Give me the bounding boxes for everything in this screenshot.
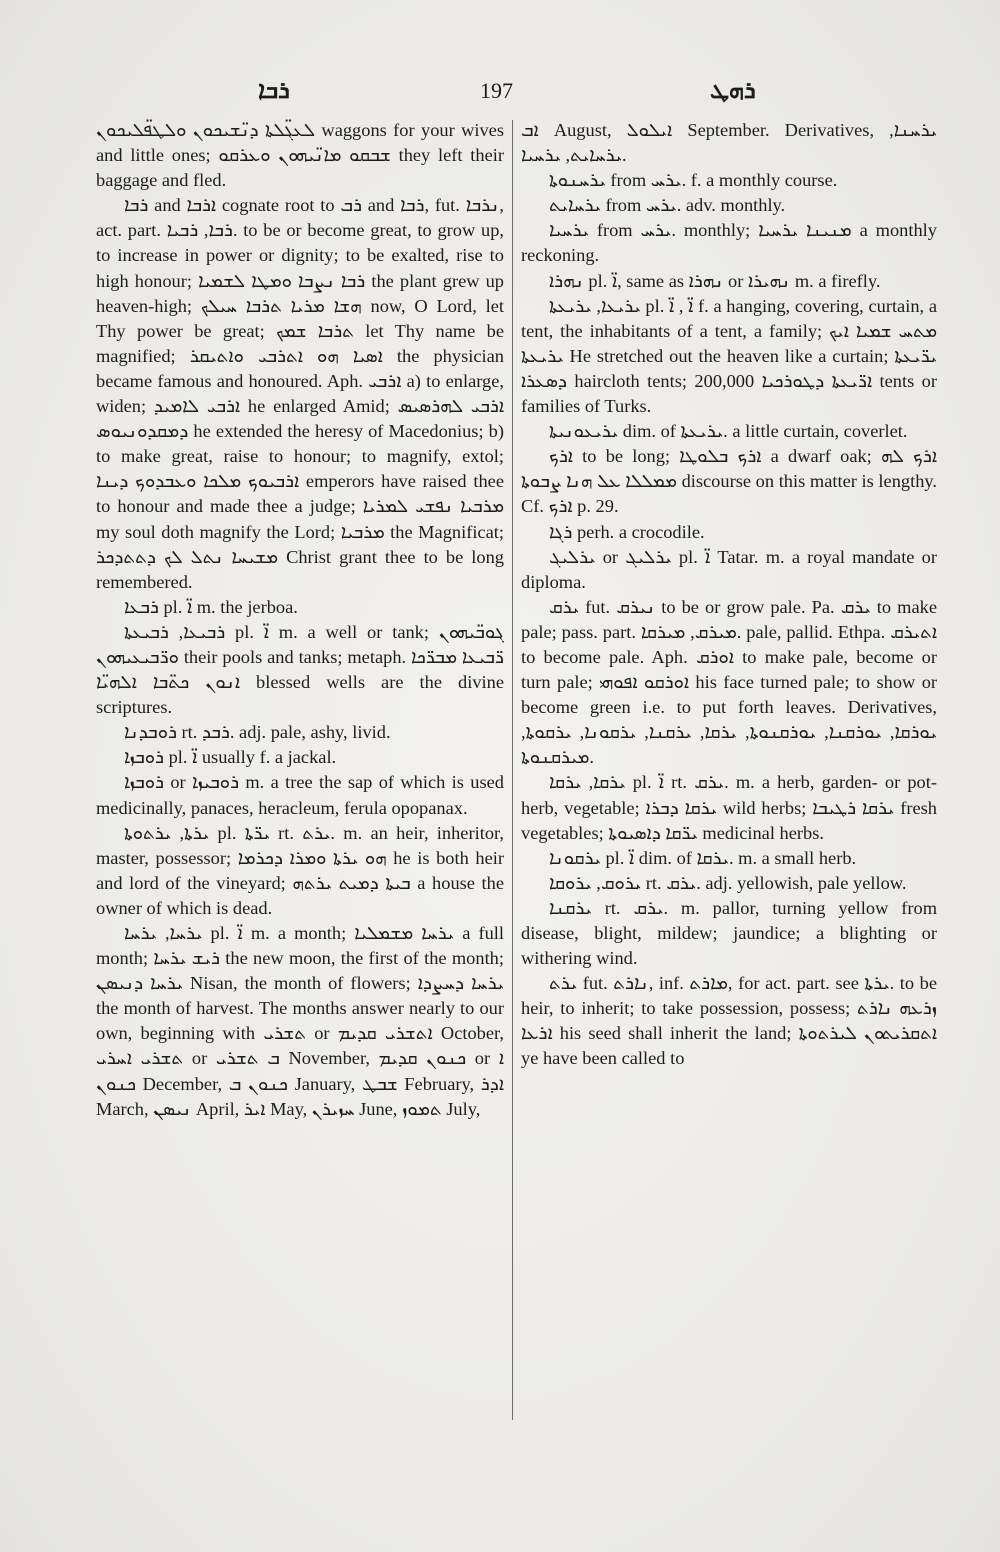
entry: ܪܘܒܙܐ pl. ܐ̈ usually f. a jackal. [124,747,337,768]
entry: ܝܪܚܢܘܬܐ from ܝܪܚ. f. a monthly course. [549,170,838,191]
entry: ܝܪܘܩ, ܝܪܘܩܐ rt. ܝܪܩ. adj. yellowish, pale yellow. [549,872,907,893]
column-divider [512,120,513,1420]
entry: ܠܥܓ̈ܠܬܐ ܕܢ̈ܫܝܟܘܢ ܘܠܛܦ̈ܠܝܟܘܢ waggons for your wives and little ones; ܫܒܩܘ ܡܐܢ̈ܝܗܘܢ ܘܥܪܩܘ they left their baggage and fled. [96,120,504,191]
page-number: 197 [480,78,513,103]
entry: ܝܪܚܐܝܬ from ܝܪܚ. adv. monthly. [549,195,786,216]
entry: ܝܪܠܝܓ or ܝܪܠܝܓ pl. ܐ̈ Tatar. m. a royal mandate or diploma. [521,546,937,592]
entry: ܪܒܥܐ pl. ܐ̈ m. the jerboa. [124,596,298,617]
entry: ܪܒܝܥܐ, ܪܒܝܥܬܐ pl. ܐ̈ m. a well or tank; ܓܘܒ̈ܝܗܘܢ ܘܪ̈ܒܝܥܝܗܘܢ their pools and tanks; metaph. ܪ̈ܒܝܥܐ ܡܒܪ̈ܟܐ ܐܢܘܢ ܟܬ̈ܒܐ ܐܠܗܝ̈ܐ blessed wells are the divine scriptures. [96,621,504,718]
entry: ܝܪܬܐ, ܝܪܬܘܬܐ pl. ܝܪ̈ܬܐ rt. ܝܪܬ. m. an heir, inheritor, master, possessor; ܗܘ ܝܪܬܐ ܘܡܪܐ ܕܟܪܡܐ he is both heir and lord of the vineyard; ܒܝܬܐ ܕܡܝܬ ܝܪܬܗ a house the owner of which is dead. [96,822,505,918]
entry: ܝܪܚܝܐ from ܝܪܚ. monthly; ܡܢܝܢܐ ܝܪܚܝܐ a monthly reckoning. [521,220,937,266]
entry: ܝܪܩܘܢܐ pl. ܐ̈ dim. of ܝܪܩܐ. m. a small herb. [549,847,857,868]
entry: ܝܪܩܐ, ܝܪܩܐ pl. ܐ̈ rt. ܝܪܩ. m. a herb, garden- or pot-herb, vegetable; ܝܪܩܐ ܕܒܪܐ wild herbs; ܝܪܩܐ ܪܛܝܒܐ fresh vegetables; ܝܪ̈ܩܐ ܕܐܣܝܘܬܐ medicinal herbs. [521,772,937,843]
right-column [521,118,937,1072]
running-header [0,78,1000,108]
entry: ܪܓܐ perh. a crocodile. [549,521,705,542]
entry: ܪܒܐ and ܐܪܒܐ cognate root to ܪܒ and ܪܒܐ, fut. ܢܪܒܐ, act. part. ܪܒܐ, ܪܒܝܐ. to be or become great, to grow up, to increase in power or dignity; to be exalted, rise to high honour; ܪܒܐ ܢܨܒܐ ܘܡܛܐ ܠܫܡܝܐ the plant grew up heaven-high; ܗܫܐ ܡܪܝܐ ܬܪܒܐ ܚܝܠܟ now, O Lord, let Thy power be great; ܬܪܒܐ ܫܡܟ let Thy name be magnified; ܐܣܝܐ ܗܘ ܐܬܪܒܝ ܘܐܬܝܩܪ the physician became famous and honoured. Aph. ܐܪܒܝ a) to enlarge, widen; ܐܪܒܝ ܠܐܡܝܕ he enlarged Amid; ܐܪܒܝ ܠܗܪܣܝܣ ܕܡܩܕܘܢܝܘܣ he extended the heresy of Macedonius; b) to make great, raise to honour; to magnify, extol; ܐܪܒܝܘܟ ܡܠܟܐ ܘܥܒܕܘܟ ܕܝܢܐ emperors have raised thee to honour and made thee a judge; ܡܪܒܝܐ ܢܦܫܝ ܠܡܪܝܐ my soul doth magnify the Lord; ܡܪܒܝܐ the Magnificat; ܡܫܝܚܐ ܢܬܠ ܠܟ ܕܬܬܕܟܪ Christ grant thee to be long remembered. [96,195,505,592]
right-headword: ܪܗܛ [710,78,756,104]
entry: ܝܪܝܥܐ, ܝܪܝܥܬܐ pl. ܐ̈ , ܐ̈ f. a hanging, covering, curtain, a tent, the inhabitants of a tent, a family; ܡܬܚ ܫܡܝܐ ܐܝܟ ܝܪܝܥܬܐ He stretched out the heaven like a curtain; ܝܪ̈ܝܥܬܐ ܕܣܥܪܐ haircloth tents; ܐܪ̈ܝܥܬܐ ܕܛܘܪܟܝܐ 200,000 tents or families of Turks. [521,295,937,417]
entry: ܢܗܪܐ pl. ܐ̈, same as ܢܗܪܐ or ܢܗܝܪܐ m. a firefly. [549,270,881,291]
entry: ܝܪܩܢܐ rt. ܝܪܩ. m. pallor, turning yellow from disease, blight, mildew; jaundice; a blighting or withering wind. [521,897,937,969]
entry: ܪܘܒܙܐ or ܪܘܒܝܙܐ m. a tree the sap of which is used medicinally, panaces, heracleum, ferula opopanax. [96,772,504,818]
entry: ܐܪܟ to be long; ܐܪܟ ܒܠܘܛܐ a dwarf oak; ܐܪܟ ܠܗ ܡܡܠܠܐ ܥܠ ܗܢܐ ܨܒܘܬܐ discourse on this matter is lengthy. Cf. ܐܪܟ p. 29. [521,446,938,517]
entry: ܐܒ August, ܐܝܠܘܠ September. Derivatives, ܝܪܚܢܐ, ܝܪܚܐܝܬ, ܝܪܚܝܐ. [521,120,938,166]
entry: ܝܪܬ fut. ܢܐܪܬ, inf. ܡܐܪܬ, for act. part. see ܝܪܬܐ. to be heir, to inherit; to take possession, possess; ܙܪܥܗ ܢܐܪܬ ܐܪܥܐ his seed shall inherit the land; ܐܬܩܪܝܬܘܢ ܠܝܪܬܘܬܐ ye have been called to [521,973,938,1069]
entry: ܝܪܩ fut. ܢܝܪܩ to be or grow pale. Pa. ܝܪܩ to make pale; pass. part. ܡܝܪܩ, ܡܝܪܩܐ. pale, pallid. Ethpa. ܐܬܝܪܩ to become pale. Aph. ܐܘܪܩ to make pale, become or turn pale; ܐܘܪܩܘ ܐܦܘܗܝ his face turned pale; to show or become green i.e. to put forth leaves. Derivatives, ܝܘܪܩܐ, ܝܘܪܩܢܐ, ܝܘܪܩܢܘܬܐ, ܝܪܩܐ, ܝܪܩܢܐ, ܝܪܩܘܢܐ, ܝܪܩܘܬܐ, ܡܝܪܩܢܘܬܐ. [521,596,938,768]
left-headword: ܪܒܐ [258,78,290,104]
left-column [96,118,504,1122]
entry: ܝܪܝܥܘܢܝܬܐ dim. of ܝܪܝܥܬܐ. a little curtain, coverlet. [549,421,908,442]
entry: ܝܪܚܐ, ܝܪܚܐ pl. ܐ̈ m. a month; ܝܪܚܐ ܡܫܡܠܝܐ a full month; ܪܝܫ ܝܪܚܐ the new moon, the first of the month; ܝܪܚܐ ܕܢܝܣܢ Nisan, the month of flowers; ܝܪܚܐ ܕܚܨܕܐ the month of harvest. The months answer nearly to our own, beginning with ܬܫܪܝ or ܐܬܫܪܝ ܩܕܝܡ October, ܬܫܪܝ ܐܚܪܝ or ܒ ܬܫܪܝ November, ܟܢܘܢ ܩܕܝܡ or ܐ ܟܢܘܢ December, ܟܢܘܢ ܒ January, ܫܒܛ February, ܐܕܪ March, ܢܝܣܢ April, ܐܝܪ May, ܚܙܝܪܢ June, ܬܡܘܙ July, [96,923,505,1119]
entry: ܪܘܒܕܢܐ rt. ܪܒܕ. adj. pale, ashy, livid. [124,722,391,743]
